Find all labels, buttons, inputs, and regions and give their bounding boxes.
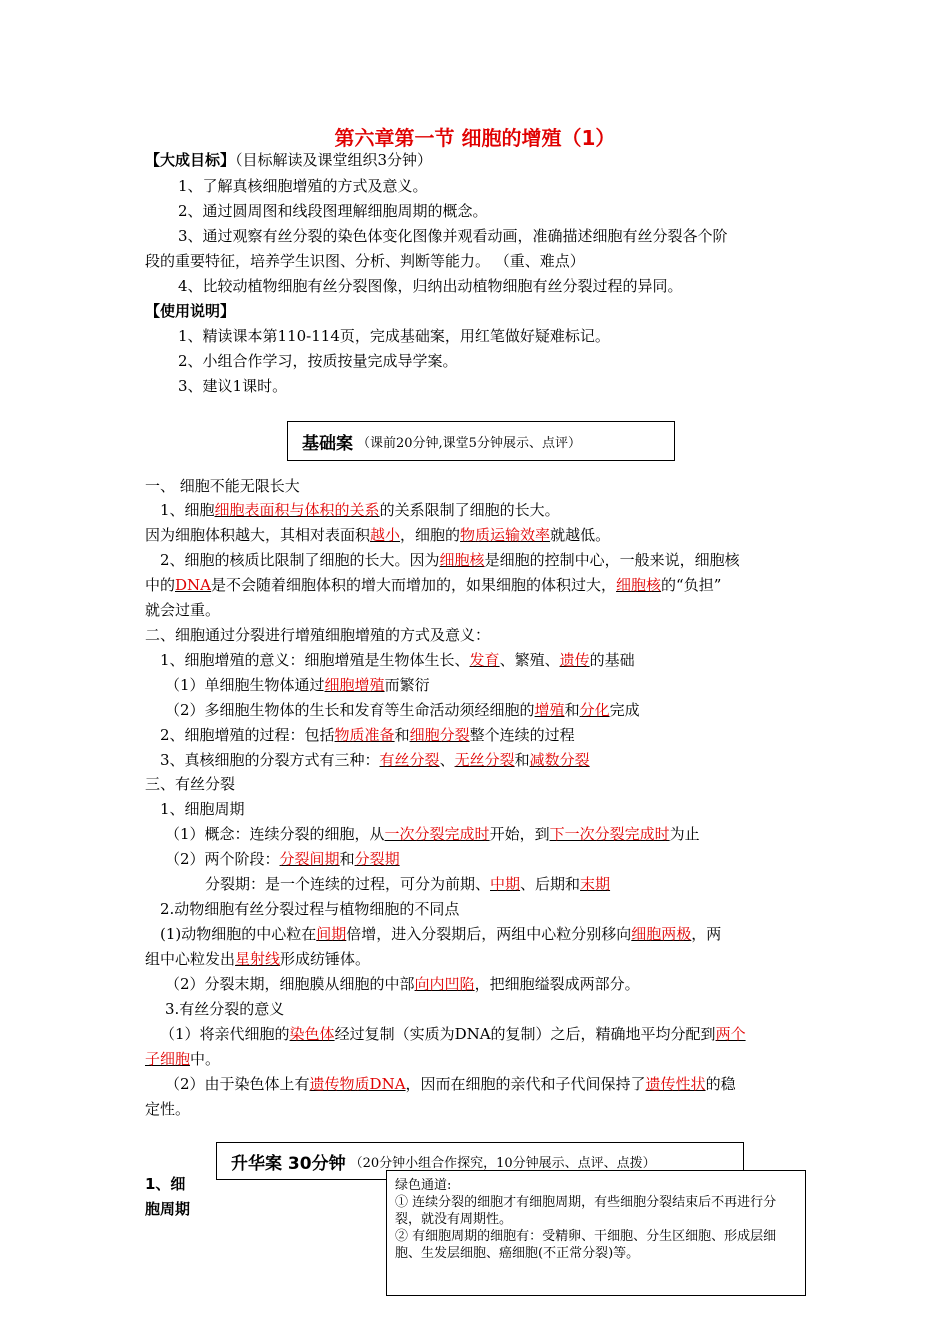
basic-box-title: 基础案 [302,433,353,454]
answer-blank: 越小 [370,526,401,544]
s1-line-4 [145,575,721,595]
text: 是不会随着细胞体积的增大而增加的，如果细胞的体积过大， [211,576,617,594]
side-label-line-2: 胞周期 [145,1200,191,1218]
s1-line-5: 就会过重。 [145,601,221,619]
text: （2）由于染色体上有 [165,1075,310,1093]
answer-blank: 星射线 [235,950,281,968]
goal-item-2: 2、通过圆周图和线段图理解细胞周期的概念。 [178,202,488,220]
text: 3、真核细胞的分裂方式有三种： [160,751,380,769]
text: 中。 [190,1050,221,1068]
s3-sub-3: 3.有丝分裂的意义 [165,1000,285,1018]
s3-line-9 [165,1074,736,1094]
answer-blank: 末期 [580,875,611,893]
text: 2、细胞的核质比限制了细胞的长大。因为 [160,551,440,569]
s3-line-3 [205,874,610,894]
s2-line-4 [160,725,575,745]
usage-item-2: 2、小组合作学习，按质按量完成导学案。 [178,352,458,370]
text: 、后期和 [520,875,581,893]
answer-blank: 一次分裂完成时 [384,825,490,843]
advanced-box-note: （20分钟小组合作探究，10分钟展示、点评、点拨） [349,1155,656,1171]
green-channel-title: 绿色通道: [395,1178,452,1193]
answer-blank: 遗传 [559,651,590,669]
text: 形成纺锤体。 [280,950,371,968]
s1-line-3 [160,550,740,570]
s2-line-5 [160,750,590,770]
answer-blank: 遗传物质DNA [309,1075,406,1093]
answer-blank: 细胞核 [616,576,662,594]
s3-line-10: 定性。 [145,1100,191,1118]
text: 、繁殖、 [499,651,560,669]
text: 的关系限制了细胞的长大。 [379,501,560,519]
answer-blank: 中期 [490,875,521,893]
text: （1）将亲代细胞的 [160,1025,290,1043]
answer-blank: 发育 [469,651,500,669]
s3-line-6 [165,974,640,994]
usage-item-3: 3、建议1课时。 [178,377,288,395]
text: 而繁衍 [384,676,430,694]
text: ，因而在细胞的亲代和子代间保持了 [405,1075,646,1093]
basic-section-box [287,421,675,461]
green-channel-point-2: ② 有细胞周期的细胞有：受精卵、干细胞、分生区细胞、形成层细胞、生发层细胞、癌细胞(不正常分裂)等。 [395,1229,777,1261]
goals-heading: 【大成目标】 [145,151,236,169]
s3-heading: 三、有丝分裂 [145,775,236,793]
text: 是细胞的控制中心，一般来说，细胞核 [484,551,740,569]
answer-blank: 下一次分裂完成时 [549,825,670,843]
text: 为止 [669,825,700,843]
s3-line-8 [145,1049,220,1069]
s2-line-1 [160,650,635,670]
answer-blank: 细胞表面积与体积的关系 [214,501,380,519]
text: 整个连续的过程 [469,726,575,744]
goals-note: （目标解读及课堂组织3分钟） [235,151,433,169]
answer-blank: 有丝分裂 [379,751,440,769]
text: 因为细胞体积越大，其相对表面积 [145,526,371,544]
s3-line-2 [165,849,400,869]
s3-line-1 [165,824,700,844]
s3-line-7 [160,1024,746,1044]
answer-blank: 无丝分裂 [454,751,515,769]
green-channel-point-1: ① 连续分裂的细胞才有细胞周期，有些细胞分裂结束后不再进行分裂，就没有周期性。 [395,1195,777,1227]
answer-blank: 向内凹陷 [414,975,475,993]
s3-sub-2: 2.动物细胞有丝分裂过程与植物细胞的不同点 [160,900,460,918]
answer-blank: 增殖 [534,701,565,719]
text: 、 [439,751,455,769]
s2-line-3 [165,700,640,720]
text: 和 [514,751,530,769]
text: 的稳 [705,1075,736,1093]
answer-blank: 物质运输效率 [460,526,551,544]
text: 开始，到 [489,825,550,843]
text: 完成 [609,701,640,719]
goal-item-3b: 段的重要特征，培养学生识图、分析、判断等能力。 （重、难点） [145,252,585,270]
advanced-box-title: 升华案 30分钟 [231,1153,346,1174]
text: （2）多细胞生物体的生长和发育等生命活动须经细胞的 [165,701,535,719]
answer-blank: 分裂期 [354,850,400,868]
answer-blank: 细胞分裂 [409,726,470,744]
answer-blank: 减数分裂 [529,751,590,769]
text: （2）分裂末期，细胞膜从细胞的中部 [165,975,415,993]
goal-item-1: 1、了解真核细胞增殖的方式及意义。 [178,177,428,195]
page-title: 第六章第一节 细胞的增殖（1） [334,126,616,150]
text: 和 [394,726,410,744]
text: ，两 [691,925,722,943]
text: 就越低。 [550,526,611,544]
usage-item-1: 1、精读课本第110-114页，完成基础案，用红笔做好疑难标记。 [178,327,610,345]
text: 2、细胞增殖的过程：包括 [160,726,335,744]
answer-blank: 物质准备 [334,726,395,744]
text: 和 [564,701,580,719]
answer-blank: 遗传性状 [645,1075,706,1093]
text: ，把细胞缢裂成两部分。 [474,975,640,993]
answer-blank: 细胞核 [439,551,485,569]
text: (1)动物细胞的中心粒在 [160,925,317,943]
answer-blank: 子细胞 [145,1050,191,1068]
usage-heading: 【使用说明】 [145,302,236,320]
basic-box-note: （课前20分钟,课堂5分钟展示、点评） [357,435,581,451]
answer-blank: 分化 [579,701,610,719]
goal-item-4: 4、比较动植物细胞有丝分裂图像，归纳出动植物细胞有丝分裂过程的异同。 [178,277,683,295]
text: 倍增，进入分裂期后，两组中心粒分别移向 [346,925,632,943]
text: （1）单细胞生物体通过 [165,676,325,694]
answer-blank: 两个 [715,1025,746,1043]
text: 的基础 [589,651,635,669]
text: （1）概念：连续分裂的细胞，从 [165,825,385,843]
answer-blank: 细胞两极 [631,925,692,943]
text: （2）两个阶段： [165,850,280,868]
text: 1、细胞增殖的意义：细胞增殖是生物体生长、 [160,651,470,669]
s1-heading: 一、 细胞不能无限长大 [145,477,300,495]
answer-blank: 分裂间期 [279,850,340,868]
side-label-line-1: 1、细 [145,1175,186,1193]
text: 的“负担” [661,576,722,594]
text: ，细胞的 [400,526,461,544]
text: 1、细胞 [160,501,215,519]
s3-line-4 [160,924,721,944]
answer-blank: 染色体 [289,1025,335,1043]
s2-line-2 [165,675,430,695]
s3-line-5 [145,949,370,969]
answer-blank: DNA [175,576,211,594]
s1-line-2 [145,525,610,545]
answer-blank: 间期 [316,925,347,943]
goals-line [145,150,432,170]
s2-heading: 二、细胞通过分裂进行增殖细胞增殖的方式及意义： [145,626,491,644]
text: 组中心粒发出 [145,950,236,968]
text: 和 [339,850,355,868]
text: 分裂期：是一个连续的过程，可分为前期、 [205,875,491,893]
text: 经过复制（实质为DNA的复制）之后，精确地平均分配到 [334,1025,716,1043]
text: 中的 [145,576,176,594]
s1-line-1 [160,500,560,520]
green-channel-box [386,1170,806,1296]
goal-item-3a: 3、通过观察有丝分裂的染色体变化图像并观看动画，准确描述细胞有丝分裂各个阶 [178,227,728,245]
s3-sub-1: 1、细胞周期 [160,800,245,818]
answer-blank: 细胞增殖 [324,676,385,694]
